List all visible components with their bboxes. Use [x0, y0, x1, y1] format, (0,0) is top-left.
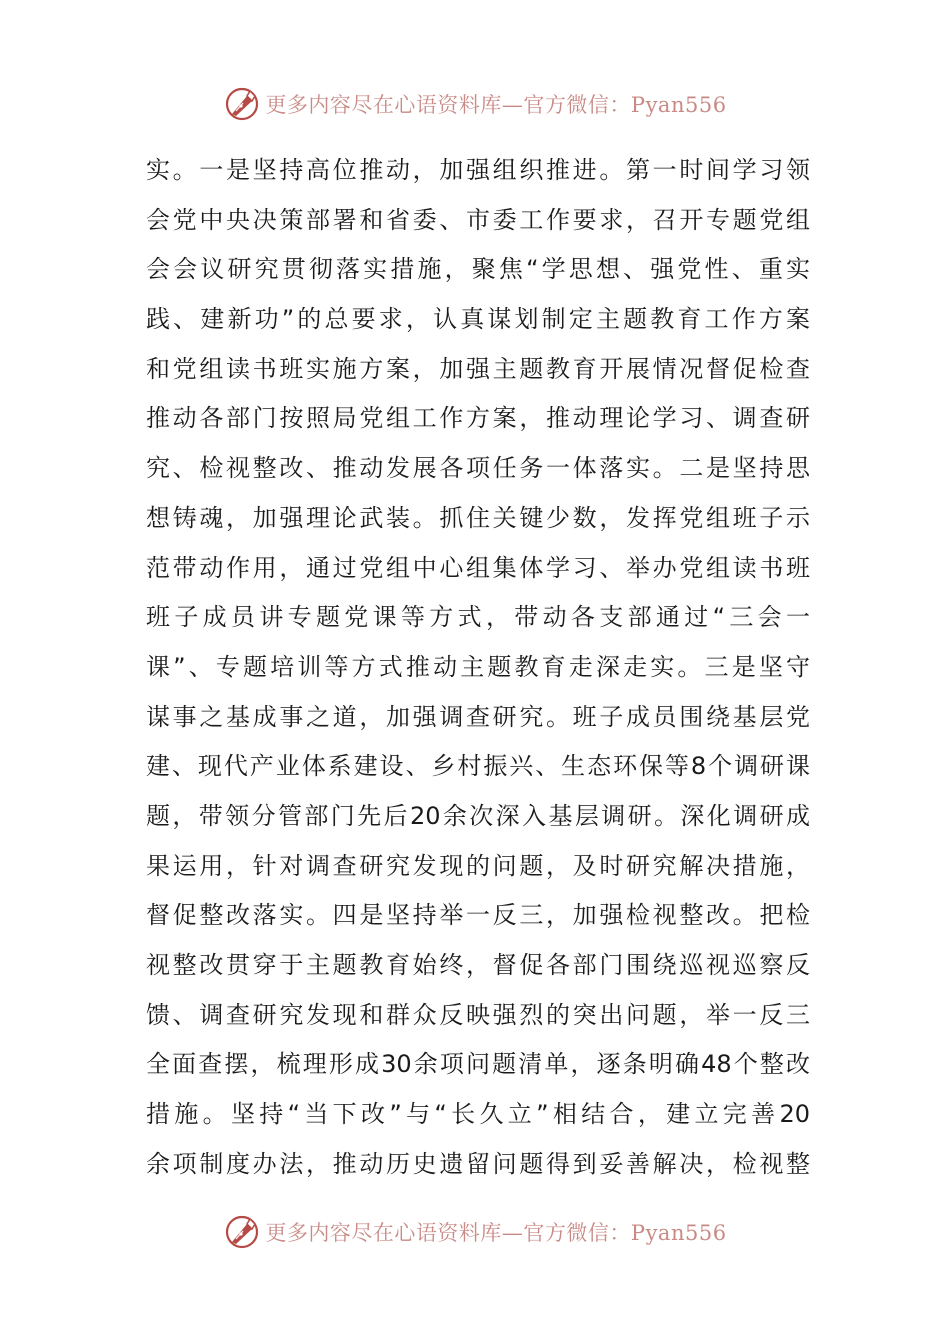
- header-watermark: [0, 84, 950, 124]
- footer-watermark: [0, 1212, 950, 1252]
- text-line: 践、建新功”的总要求，认真谋划制定主题教育工作方案: [146, 305, 810, 334]
- text-line: 全面查摆，梳理形成30余项问题清单，逐条明确48个整改: [146, 1050, 810, 1079]
- text-line: 题，带领分管部门先后20余次深入基层调研。深化调研成: [146, 801, 810, 830]
- text-line: 谋事之基成事之道，加强调查研究。班子成员围绕基层党: [146, 702, 810, 731]
- text-line: 措施。坚持“当下改”与“长久立”相结合，建立完善20: [146, 1100, 810, 1129]
- pen-nib-circle-logo-icon: [223, 1213, 261, 1251]
- body-paragraph: [146, 146, 810, 1189]
- text-line: 实。一是坚持高位推动，加强组织推进。第一时间学习领: [146, 156, 810, 184]
- text-line: 督促整改落实。四是坚持举一反三，加强检视整改。把检: [146, 901, 810, 930]
- text-line: 会党中央决策部署和省委、市委工作要求，召开专题党组: [146, 205, 810, 234]
- text-line: 余项制度办法，推动历史遗留问题得到妥善解决，检视整: [146, 1149, 810, 1178]
- text-line: 和党组读书班实施方案，加强主题教育开展情况督促检查: [146, 354, 810, 383]
- footer-watermark-text: 更多内容尽在心语资料库—官方微信：Pyan556: [265, 1221, 727, 1245]
- text-line: 建、现代产业体系建设、乡村振兴、生态环保等8个调研课: [146, 752, 810, 781]
- text-line: 果运用，针对调查研究发现的问题，及时研究解决措施，: [146, 851, 810, 880]
- text-line: 班子成员讲专题党课等方式，带动各支部通过“三会一: [146, 603, 810, 632]
- text-line: 想铸魂，加强理论武装。抓住关键少数，发挥党组班子示: [146, 503, 810, 532]
- header-watermark-text: 更多内容尽在心语资料库—官方微信：Pyan556: [265, 93, 727, 117]
- text-line: 馈、调查研究发现和群众反映强烈的突出问题，举一反三: [146, 1000, 810, 1029]
- text-line: 究、检视整改、推动发展各项任务一体落实。二是坚持思: [146, 454, 810, 483]
- text-line: 课”、专题培训等方式推动主题教育走深走实。三是坚守: [146, 652, 810, 681]
- text-line: 视整改贯穿于主题教育始终，督促各部门围绕巡视巡察反: [146, 951, 810, 979]
- text-line: 推动各部门按照局党组工作方案，推动理论学习、调查研: [146, 404, 810, 433]
- pen-nib-circle-logo-icon: [223, 85, 261, 123]
- text-line: 会会议研究贯彻落实措施，聚焦“学思想、强党性、重实: [146, 255, 810, 284]
- text-line: 范带动作用，通过党组中心组集体学习、举办党组读书班: [146, 553, 810, 582]
